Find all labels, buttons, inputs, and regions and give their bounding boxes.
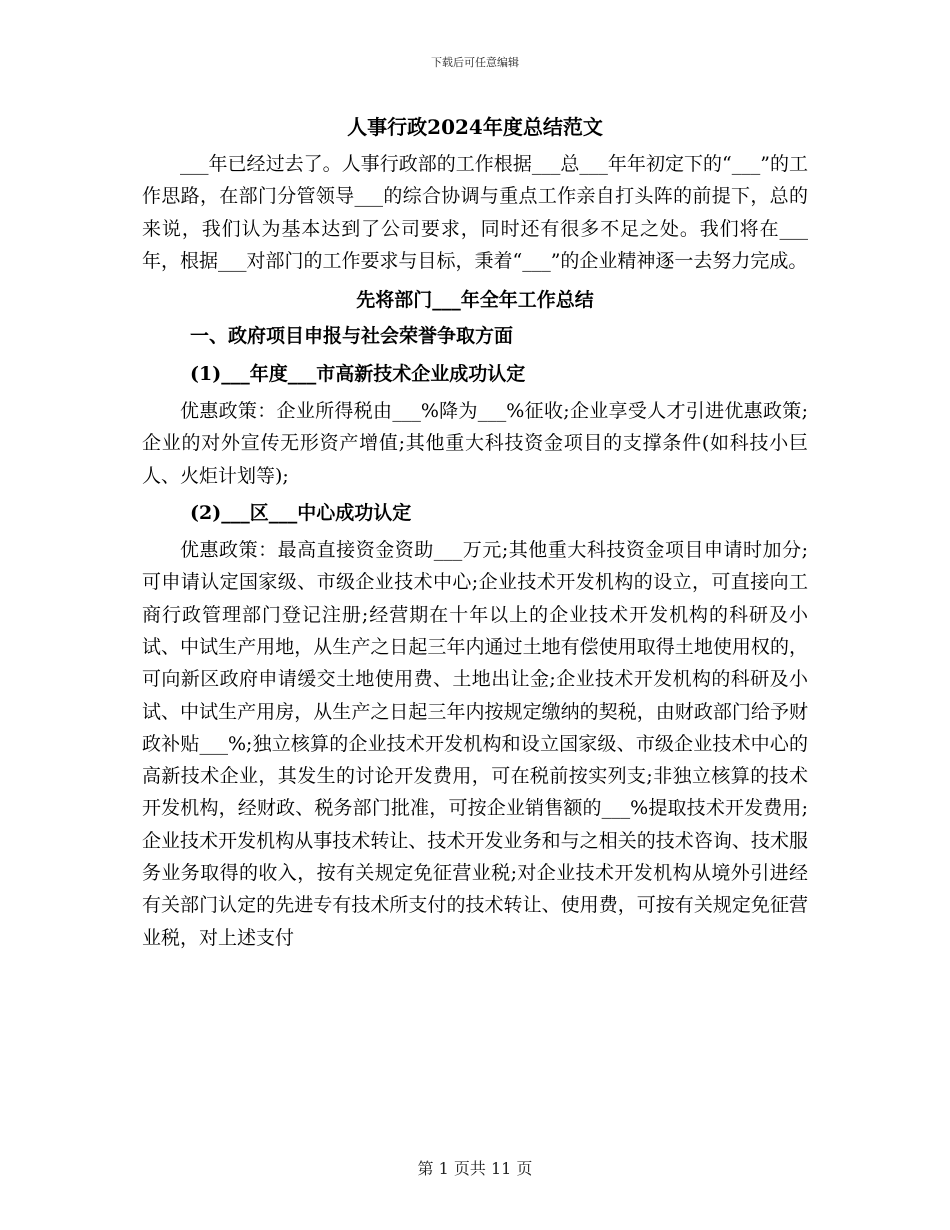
section-title: 先将部门___年全年工作总结 xyxy=(356,289,594,312)
page-footer-number: 第 1 页共 11 页 xyxy=(417,1159,533,1178)
subsection-heading: 一、政府项目申报与社会荣誉争取方面 xyxy=(190,325,514,348)
page-header-note: 下载后可任意编辑 xyxy=(431,56,519,69)
item-2-heading: (2)___区___中心成功认定 xyxy=(190,502,412,525)
intro-paragraph: ___年已经过去了。人事行政部的工作根据___总___年年初定下的“___”的工作思路，在部门分管领导___的综合协调与重点工作亲自打头阵的前提下，总的来说，我们认为基本达到了公司要求，同时还有很多不足之处。我们将在___年，根据___对部门的工作要求与目标，秉着“___”的企业精神逐一去努力完成。 xyxy=(142,153,808,272)
item-1-paragraph: 优惠政策：企业所得税由___%降为___%征收;企业享受人才引进优惠政策;企业的对外宣传无形资产增值;其他重大科技资金项目的支撑条件(如科技小巨人、火炬计划等); xyxy=(142,400,808,487)
item-2-paragraph: 优惠政策：最高直接资金资助___万元;其他重大科技资金项目申请时加分;可申请认定国家级、市级企业技术中心;企业技术开发机构的设立，可直接向工商行政管理部门登记注册;经营期在十年以上的企业技术开发机构的科研及小试、中试生产用地，从生产之日起三年内通过土地有偿使用取得土地使用权的，可向新区政府申请缓交土地使用费、土地出让金;企业技术开发机构的科研及小试、中试生产用房，从生产之日起三年内按规定缴纳的契税，由财政部门给予财政补贴___%;独立核算的企业技术开发机构和设立国家级、市级企业技术中心的高新技术企业，其发生的讨论开发费用，可在税前按实列支;非独立核算的技术开发机构，经财政、税务部门批准，可按企业销售额的___%提取技术开发费用;企业技术开发机构从事技术转让、技术开发业务和与之相关的技术咨询、技术服务业务取得的收入，按有关规定免征营业税;对企业技术开发机构从境外引进经有关部门认定的先进专有技术所支付的技术转让、使用费，可按有关规定免征营业税，对上述支付 xyxy=(142,539,808,949)
document-body xyxy=(142,114,808,954)
item-1-heading: (1)___年度___市高新技术企业成功认定 xyxy=(190,363,526,386)
document-title: 人事行政2024年度总结范文 xyxy=(347,115,603,139)
